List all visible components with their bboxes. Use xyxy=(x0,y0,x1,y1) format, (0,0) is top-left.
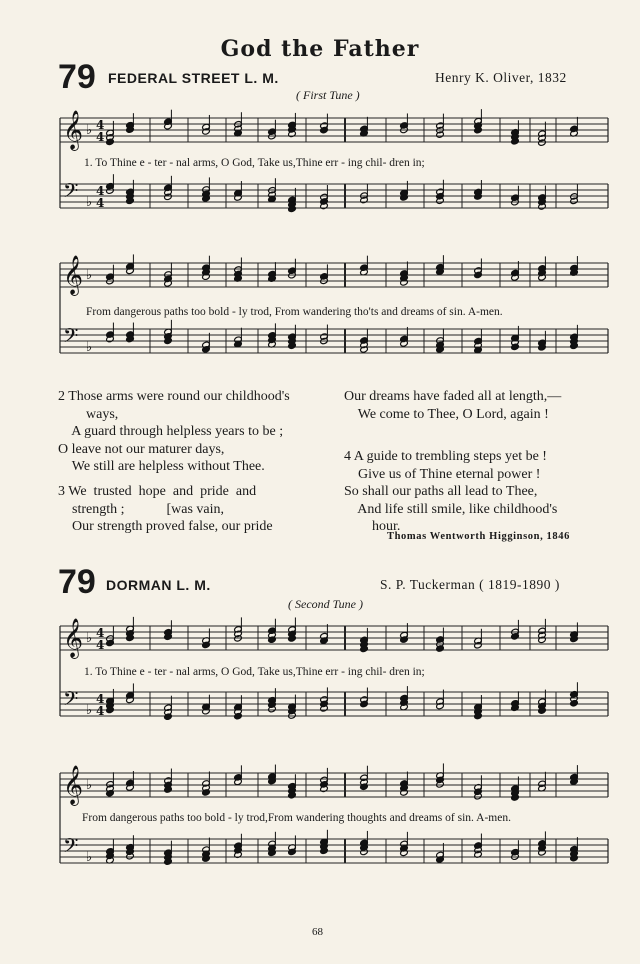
treble-staff xyxy=(60,254,608,296)
treble-staff xyxy=(60,617,608,659)
music-system xyxy=(0,608,640,748)
bass-clef-icon: 𝄢 xyxy=(63,687,79,715)
verse-2-end: Our dreams have faded all at length,— We come to Thee, O Lord, again ! xyxy=(344,389,562,422)
page-title: God the Father xyxy=(220,36,420,62)
lyrics-line: From dangerous paths too bold - ly trod,From wandering thoughts and dreams of sin. A-men. xyxy=(82,812,511,824)
svg-text:4: 4 xyxy=(96,638,105,652)
lyrics-line: 1. To Thine e - ter - nal arms, O God, Take us,Thine err - ing chil- dren in; xyxy=(84,666,425,678)
flat-icon: ♭ xyxy=(86,850,93,865)
music-system xyxy=(0,100,640,240)
flat-icon: ♭ xyxy=(86,340,93,355)
verse-4: 4 A guide to trembling steps yet be ! Give us of Thine eternal power ! So shall our paths all lead to Thee, And life still smile, like childhood's hour. xyxy=(344,449,558,534)
bass-clef-icon: 𝄢 xyxy=(63,834,79,862)
tune-note: ( Second Tune ) xyxy=(288,597,363,611)
hymn-number: 79 xyxy=(58,58,96,96)
lyrics-line: From dangerous paths too bold - ly trod, From wandering tho'ts and dreams of sin. A-men. xyxy=(86,306,503,318)
treble-staff xyxy=(60,109,608,151)
flat-icon: ♭ xyxy=(86,195,93,210)
svg-text:4: 4 xyxy=(96,692,105,706)
composer: S. P. Tuckerman ( 1819-1890 ) xyxy=(380,577,560,592)
verse-3: 3 We trusted hope and pride and strength ; [was vain, Our strength proved false, our pride xyxy=(58,484,273,534)
composer: Henry K. Oliver, 1832 xyxy=(435,70,567,85)
bass-clef-icon: 𝄢 xyxy=(63,179,79,207)
flat-icon: ♭ xyxy=(86,268,93,283)
treble-clef-icon: 𝄞 xyxy=(63,255,84,295)
treble-clef-icon: 𝄞 xyxy=(63,110,84,150)
flat-icon: ♭ xyxy=(86,703,93,718)
svg-text:4: 4 xyxy=(96,196,105,210)
flat-icon: ♭ xyxy=(86,778,93,793)
tune-note: ( First Tune ) xyxy=(296,88,360,102)
tune-name: FEDERAL STREET L. M. xyxy=(108,70,279,86)
lyrics-line: 1. To Thine e - ter - nal arms, O God, Take us,Thine err - ing chil- dren in; xyxy=(84,157,425,169)
treble-staff xyxy=(60,763,608,806)
hymn-number: 79 xyxy=(58,563,96,601)
treble-clef-icon: 𝄞 xyxy=(63,618,84,658)
svg-text:4: 4 xyxy=(96,118,105,132)
bass-clef-icon: 𝄢 xyxy=(63,324,79,352)
flat-icon: ♭ xyxy=(86,631,93,646)
tune-name: DORMAN L. M. xyxy=(106,577,211,593)
svg-text:4: 4 xyxy=(96,704,105,718)
music-system xyxy=(0,755,640,895)
treble-clef-icon: 𝄞 xyxy=(63,765,84,805)
bass-staff xyxy=(60,174,608,212)
bass-staff xyxy=(60,320,608,355)
page-number: 68 xyxy=(312,926,323,938)
bass-staff xyxy=(60,830,608,866)
svg-text:4: 4 xyxy=(96,184,105,198)
bass-staff xyxy=(60,682,608,720)
flat-icon: ♭ xyxy=(86,123,93,138)
svg-text:4: 4 xyxy=(96,130,105,144)
text-author: Thomas Wentworth Higginson, 1846 xyxy=(387,531,570,542)
svg-text:4: 4 xyxy=(96,626,105,640)
verse-2: 2 Those arms were round our childhood's ways, A guard through helpless years to be ; O leave not our maturer days, We still are helpless without Thee. xyxy=(58,389,290,474)
